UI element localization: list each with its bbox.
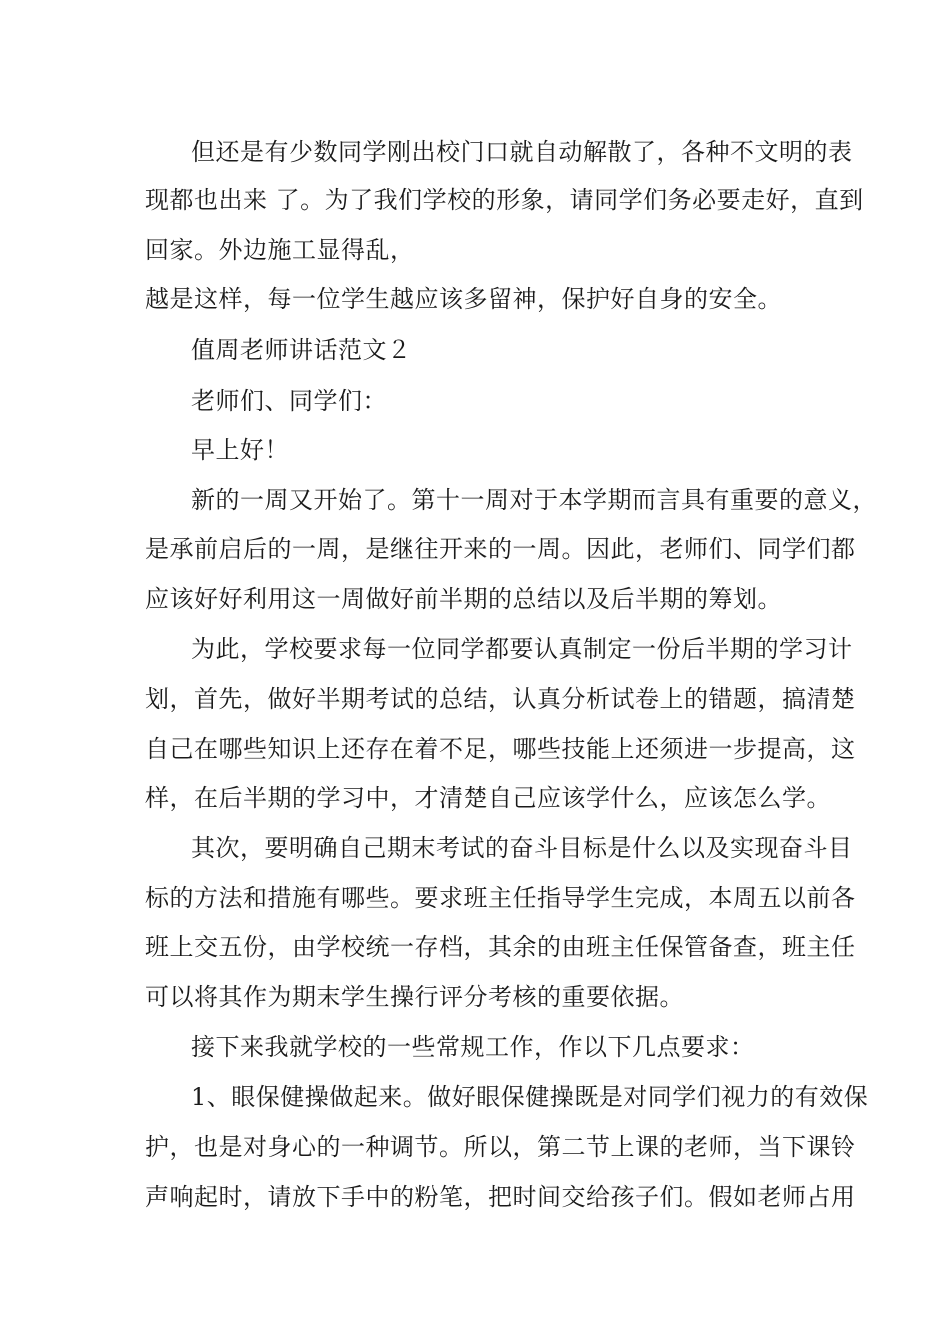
paragraph-line: 但还是有少数同学刚出校门口就自动解散了，各种不文明的表	[191, 138, 853, 166]
paragraph-line: 越是这样，每一位学生越应该多留神，保护好自身的安全。	[145, 285, 782, 313]
paragraph-line: 是承前启后的一周，是继往开来的一周。因此，老师们、同学们都	[145, 535, 856, 563]
paragraph-line: 划，首先，做好半期考试的总结，认真分析试卷上的错题，搞清楚	[145, 685, 856, 713]
paragraph-line: 接下来我就学校的一些常规工作，作以下几点要求：	[191, 1033, 755, 1061]
paragraph-line: 现都也出来 了。为了我们学校的形象，请同学们务必要走好，直到	[145, 186, 864, 214]
salutation: 老师们、同学们：	[191, 387, 387, 415]
paragraph-line: 新的一周又开始了。第十一周对于本学期而言具有重要的意义，	[191, 486, 877, 514]
paragraph-line: 声响起时，请放下手中的粉笔，把时间交给孩子们。假如老师占用	[145, 1183, 856, 1211]
paragraph-line: 护，也是对身心的一种调节。所以，第二节上课的老师，当下课铃	[145, 1133, 856, 1161]
paragraph-line: 应该好好利用这一周做好前半期的总结以及后半期的筹划。	[145, 585, 782, 613]
greeting: 早上好！	[191, 436, 289, 464]
paragraph-line: 班上交五份，由学校统一存档，其余的由班主任保管备查，班主任	[145, 933, 856, 961]
paragraph-line: 可以将其作为期末学生操行评分考核的重要依据。	[145, 983, 684, 1011]
paragraph-line: 标的方法和措施有哪些。要求班主任指导学生完成，本周五以前各	[145, 884, 856, 912]
section-heading: 值周老师讲话范文２	[191, 336, 412, 364]
paragraph-line: 样，在后半期的学习中，才清楚自己应该学什么，应该怎么学。	[145, 784, 831, 812]
paragraph-line: 1、眼保健操做起来。做好眼保健操既是对同学们视力的有效保	[191, 1083, 869, 1111]
paragraph-line: 回家。外边施工显得乱，	[145, 236, 415, 264]
paragraph-line: 其次，要明确自己期末考试的奋斗目标是什么以及实现奋斗目	[191, 834, 853, 862]
paragraph-line: 自己在哪些知识上还存在着不足，哪些技能上还须进一步提高，这	[145, 735, 856, 763]
paragraph-line: 为此，学校要求每一位同学都要认真制定一份后半期的学习计	[191, 635, 853, 663]
